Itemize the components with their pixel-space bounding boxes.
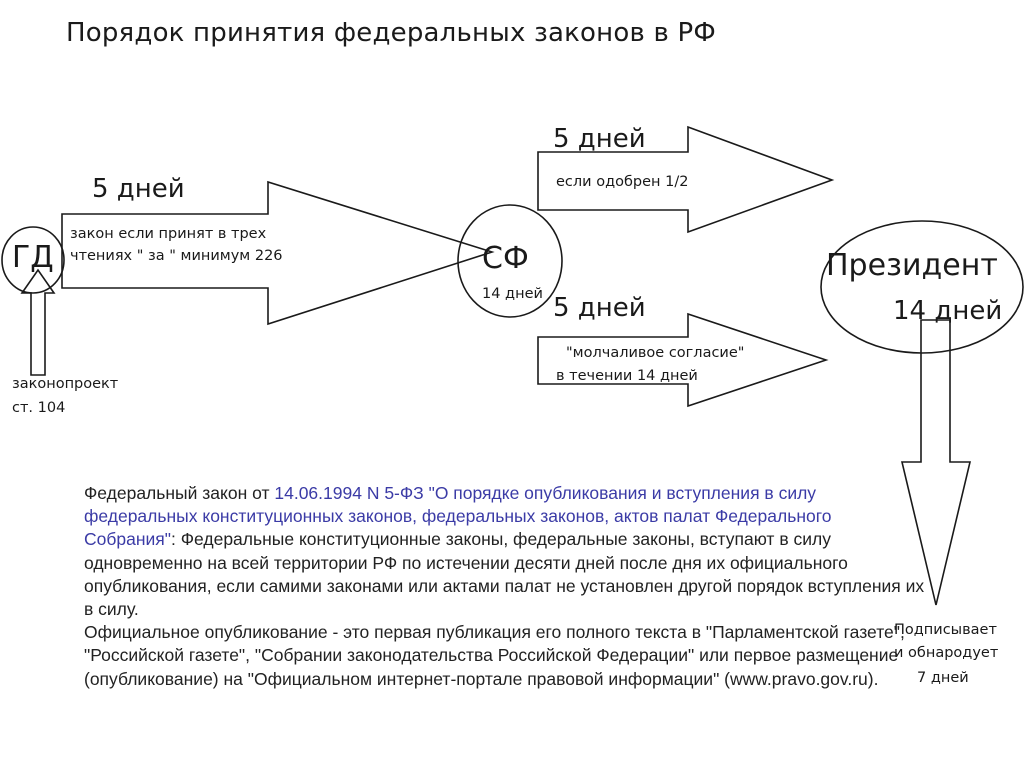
bill-line-2: ст. 104 — [12, 400, 66, 416]
legal-text — [20, 482, 925, 691]
arrow-bill-up — [22, 270, 54, 375]
node-gd-label: ГД — [12, 240, 54, 275]
legal-p1-rest: : Федеральные конституционные законы, федеральные законы, вступают в силу одновременно на всей территории РФ по истечении десяти дней после дня их официального опубликования, если самими законами или актами палат не установлен другой порядок вступления их в силу. — [84, 529, 925, 620]
legal-paragraph-1 — [20, 482, 925, 621]
sf-lower-condition-line-1: "молчаливое согласие" — [566, 345, 745, 361]
slide-title: Порядок принятия федеральных законов в РФ — [66, 18, 716, 48]
gd-sf-days: 5 дней — [92, 174, 185, 204]
node-sf-days: 14 дней — [482, 286, 543, 302]
gd-sf-condition-line-1: закон если принят в трех — [70, 226, 267, 242]
legal-paragraph-2: Официальное опубликование - это первая публикация его полного текста в "Парламентской газете", "Российской газете", "Собрании законодательства Российской Федерации" или первое размещение (опубликование) на "Официальном интернет-портале правовой информации" (www.pravo.gov.ru). — [84, 622, 905, 689]
sf-upper-condition: если одобрен 1/2 — [556, 174, 689, 190]
sf-lower-condition-line-2: в течении 14 дней — [556, 368, 698, 384]
node-president-days: 14 дней — [893, 296, 1003, 326]
sign-line-1: Подписывает — [894, 622, 997, 638]
sf-lower-days: 5 дней — [553, 293, 646, 323]
gd-sf-condition-line-2: чтениях " за " минимум 226 — [70, 248, 283, 264]
node-president-oval — [821, 221, 1023, 353]
sign-line-3: 7 дней — [917, 670, 969, 686]
legal-law-reference: 14.06.1994 N 5-ФЗ "О порядке опубликования и вступления в силу федеральных конституционных законов, федеральных законов, актов палат Федерального Собрания" — [84, 483, 832, 550]
legal-p1-prefix: Федеральный закон от — [84, 483, 275, 503]
sign-line-2: и обнародует — [894, 645, 999, 661]
bill-line-1: законопроект — [12, 376, 119, 392]
sf-upper-days: 5 дней — [553, 124, 646, 154]
node-president-label: Президент — [826, 248, 998, 283]
node-sf-label: СФ — [482, 241, 529, 276]
